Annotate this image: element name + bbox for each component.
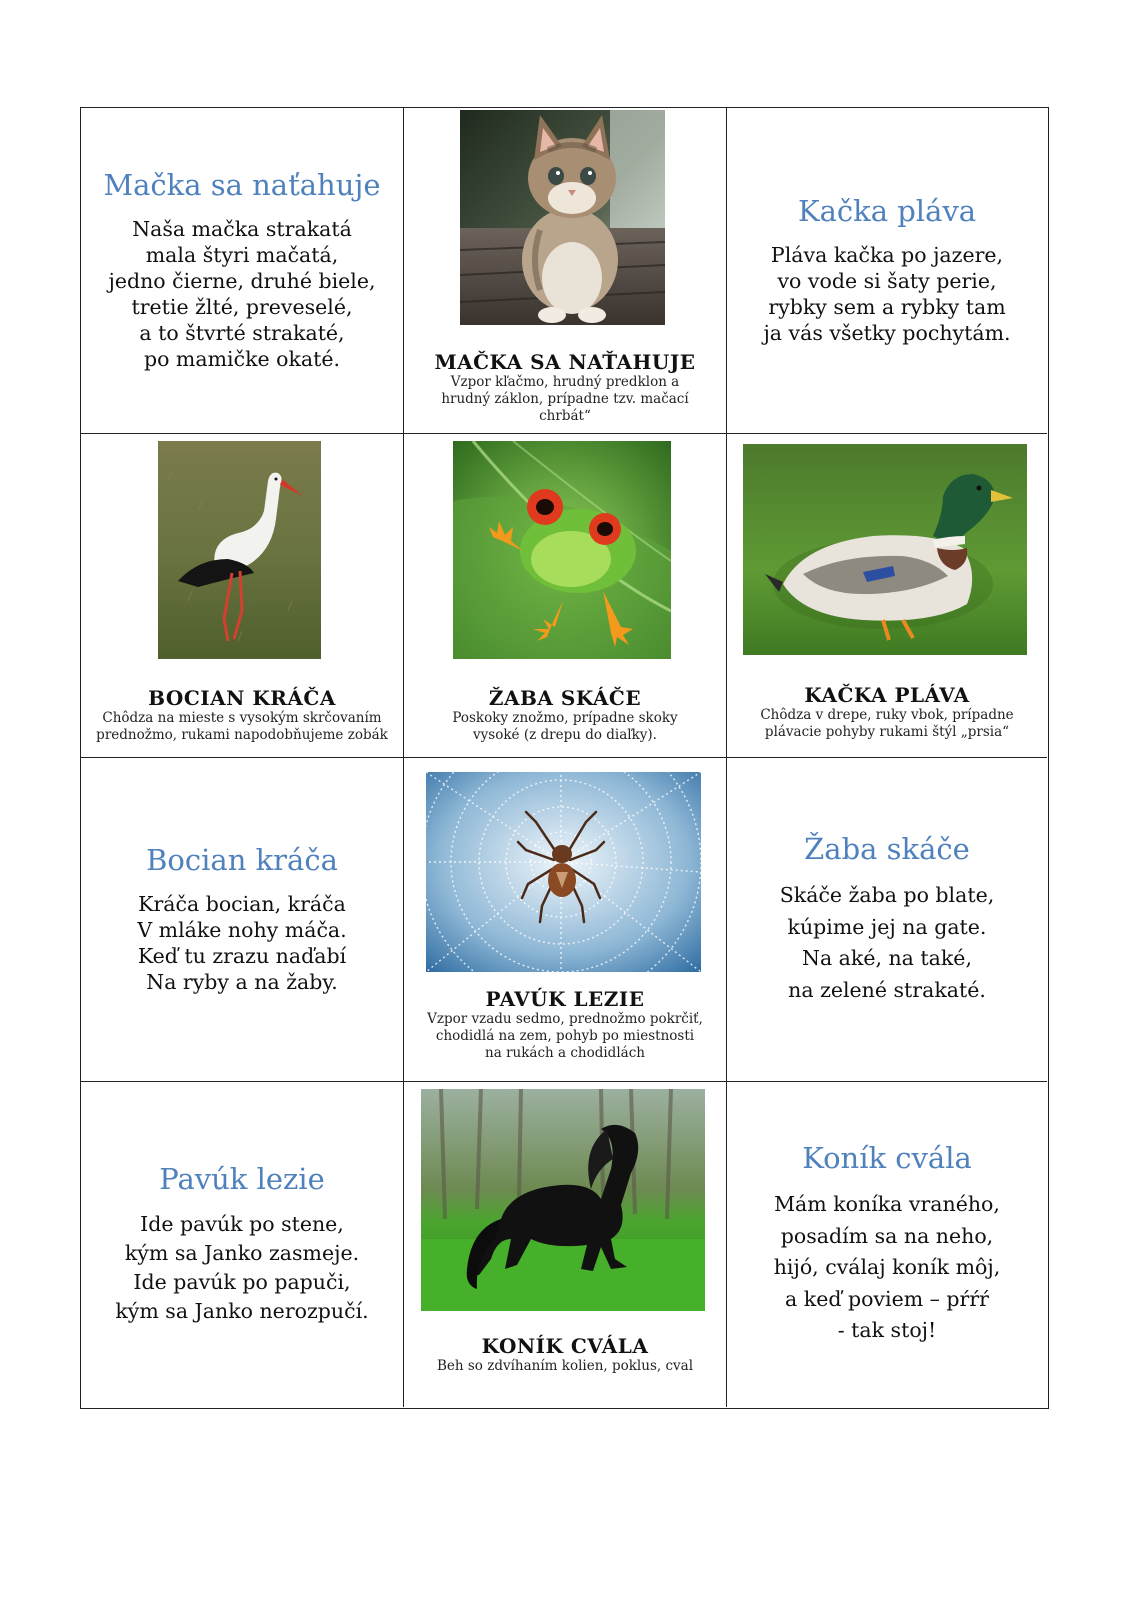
poem-text xyxy=(137,891,346,995)
poem-title: Koník cvála xyxy=(802,1141,972,1176)
exercise-caption xyxy=(404,350,726,425)
poem-text xyxy=(115,1210,368,1326)
poem-line: jedno čierne, druhé biele, xyxy=(108,269,376,294)
poem-line: kým sa Janko nerozpučí. xyxy=(115,1299,369,1324)
poem-title: Pavúk lezie xyxy=(159,1161,325,1196)
exercise-caption xyxy=(404,1334,726,1375)
poem-title: Kačka pláva xyxy=(797,193,977,228)
exercise-caption xyxy=(404,686,726,744)
exercise-card-pavuk xyxy=(404,758,727,1082)
card-grid xyxy=(80,107,1049,1409)
poem-line: mala štyri mačatá, xyxy=(145,243,339,268)
poem-line: - tak stoj! xyxy=(837,1318,937,1343)
stork-photo xyxy=(158,441,321,659)
exercise-description: Beh so zdvíhaním kolien, poklus, cval xyxy=(436,1358,694,1374)
poem-line: Keď tu zrazu naďabí xyxy=(137,944,347,969)
poem-line: a keď poviem – pŕŕŕ xyxy=(785,1286,989,1311)
exercise-description: Chôdza na mieste s vysokým skrčovaním prednožmo, rukami napodobňujeme zobák xyxy=(96,710,388,743)
poem-line: Naša mačka strakatá xyxy=(132,217,352,242)
exercise-title: KONÍK CVÁLA xyxy=(481,1334,649,1358)
poem-line: Ide pavúk po stene, xyxy=(140,1212,344,1237)
exercise-description: Chôdza v drepe, ruky vbok, prípadne plávacie pohyby rukami štýl „prsia“ xyxy=(760,707,1014,740)
poem-line: Skáče žaba po blate, xyxy=(779,883,995,908)
poem-line: vo vode si šaty perie, xyxy=(777,269,997,294)
poem-text xyxy=(780,880,994,1006)
poem-card-bocian xyxy=(81,758,404,1082)
exercise-description: Vzpor kľačmo, hrudný predklon a hrudný záklon, prípadne tzv. mačací chrbát“ xyxy=(441,374,689,424)
exercise-caption xyxy=(404,987,726,1062)
poem-line: Kráča bocian, kráča xyxy=(138,892,346,917)
poem-line: ja vás všetky pochytám. xyxy=(763,321,1011,346)
exercise-title: ŽABA SKÁČE xyxy=(488,686,642,710)
poem-line: kúpime jej na gate. xyxy=(787,914,987,939)
poem-card-pavuk xyxy=(81,1082,404,1407)
poem-line: Pláva kačka po jazere, xyxy=(770,243,1004,268)
poem-line: rybky sem a rybky tam xyxy=(768,295,1006,320)
poem-line: Mám koníka vraného, xyxy=(774,1192,1000,1217)
poem-text xyxy=(774,1189,1001,1347)
poem-line: Ide pavúk po papuči, xyxy=(133,1270,351,1295)
exercise-card-zaba xyxy=(404,434,727,758)
frog-photo xyxy=(453,441,671,659)
poem-line: na zelené strakaté. xyxy=(788,977,986,1002)
exercise-title: MAČKA SA NAŤAHUJE xyxy=(434,350,696,374)
poem-line: a to štvrté strakaté, xyxy=(139,321,345,346)
poem-line: hijó, cválaj koník môj, xyxy=(773,1255,1001,1280)
exercise-caption xyxy=(727,683,1047,741)
exercise-card-kacka xyxy=(727,434,1047,758)
poem-title: Žaba skáče xyxy=(804,831,970,866)
kitten-photo xyxy=(460,110,665,325)
exercise-card-macka xyxy=(404,108,727,434)
poem-card-konik xyxy=(727,1082,1047,1407)
poem-card-zaba xyxy=(727,758,1047,1082)
duck-photo xyxy=(743,444,1027,655)
poem-title: Bocian kráča xyxy=(146,842,338,877)
exercise-card-bocian xyxy=(81,434,404,758)
poem-line: tretie žlté, preveselé, xyxy=(131,295,353,320)
spider-photo xyxy=(426,772,701,972)
poem-text xyxy=(763,242,1010,346)
poem-line: Na ryby a na žaby. xyxy=(146,970,338,995)
poem-line: Na aké, na také, xyxy=(802,946,972,971)
poem-card-kacka xyxy=(727,108,1047,434)
exercise-description: Vzpor vzadu sedmo, prednožmo pokrčiť, chodidlá na zem, pohyb po miestnosti na rukách a chodidlách xyxy=(427,1011,703,1061)
exercise-title: KAČKA PLÁVA xyxy=(804,683,970,707)
poem-text xyxy=(108,216,375,372)
poem-card-macka xyxy=(81,108,404,434)
poem-line: po mamičke okaté. xyxy=(143,347,341,372)
exercise-title: BOCIAN KRÁČA xyxy=(148,686,336,710)
exercise-title: PAVÚK LEZIE xyxy=(485,987,645,1011)
poem-line: posadím sa na neho, xyxy=(780,1223,994,1248)
poem-title: Mačka sa naťahuje xyxy=(103,167,381,202)
poem-line: V mláke nohy máča. xyxy=(137,918,347,943)
exercise-description: Poskoky znožmo, prípadne skoky vysoké (z drepu do diaľky). xyxy=(452,710,678,743)
exercise-card-konik xyxy=(404,1082,727,1407)
poem-line: kým sa Janko zasmeje. xyxy=(124,1241,360,1266)
horse-photo xyxy=(421,1089,705,1311)
exercise-caption xyxy=(81,686,403,744)
